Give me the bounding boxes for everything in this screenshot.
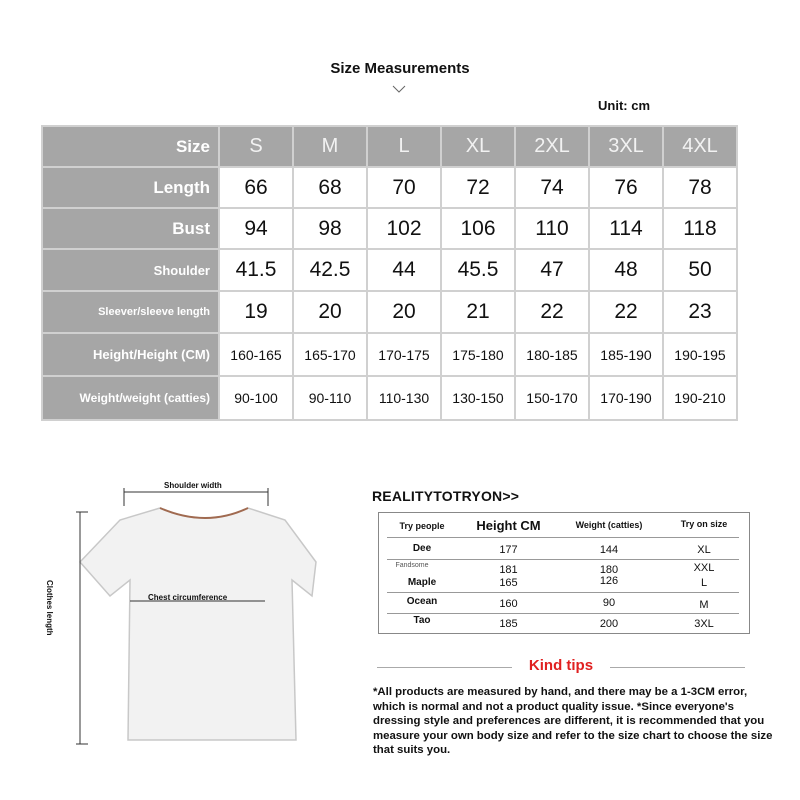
size-col-m: M — [293, 126, 367, 167]
tryon-weight: 144 — [599, 544, 619, 556]
tryon-table — [378, 512, 750, 634]
tryon-header: Weight (catties) — [575, 520, 643, 530]
kind-tips-title: Kind tips — [528, 657, 594, 674]
tryon-header: Try on size — [680, 519, 728, 529]
table-cell: 22 — [589, 291, 663, 333]
table-row — [42, 333, 737, 376]
table-cell: 21 — [441, 291, 515, 333]
table-row — [42, 291, 737, 333]
table-cell: 70 — [367, 167, 441, 208]
table-cell: 23 — [663, 291, 737, 333]
divider — [387, 537, 739, 538]
table-cell: 102 — [367, 208, 441, 249]
row-label: Shoulder — [42, 249, 219, 291]
table-cell: 47 — [515, 249, 589, 291]
tryon-name: Dee — [412, 543, 432, 554]
tryon-name: Ocean — [406, 596, 438, 607]
tryon-weight: 126 — [599, 575, 619, 587]
row-label: Bust — [42, 208, 219, 249]
tryon-size: L — [700, 577, 708, 589]
size-header-label: Size — [42, 126, 219, 167]
row-label: Sleever/sleeve length — [42, 291, 219, 333]
size-col-3xl: 3XL — [589, 126, 663, 167]
divider — [377, 667, 512, 668]
row-label: Height/Height (CM) — [42, 333, 219, 376]
clothes-length-label: Clothes length — [45, 580, 54, 636]
table-cell: 180-185 — [515, 333, 589, 376]
unit-label: Unit: cm — [598, 98, 650, 113]
table-cell: 66 — [219, 167, 293, 208]
tryon-size: M — [699, 599, 709, 611]
table-cell: 50 — [663, 249, 737, 291]
tryon-weight: 200 — [599, 618, 619, 630]
table-cell: 185-190 — [589, 333, 663, 376]
table-cell: 110 — [515, 208, 589, 249]
table-cell: 118 — [663, 208, 737, 249]
table-cell: 150-170 — [515, 376, 589, 420]
table-cell: 175-180 — [441, 333, 515, 376]
table-cell: 170-190 — [589, 376, 663, 420]
tryon-height: 185 — [499, 618, 518, 630]
size-col-xl: XL — [441, 126, 515, 167]
size-table — [41, 125, 738, 421]
tryon-weight: 180 — [599, 564, 619, 576]
tryon-size: 3XL — [694, 618, 714, 630]
table-cell: 106 — [441, 208, 515, 249]
chest-label: Chest circumference — [148, 593, 228, 602]
divider — [387, 559, 739, 560]
size-col-4xl: 4XL — [663, 126, 737, 167]
size-col-2xl: 2XL — [515, 126, 589, 167]
table-cell: 165-170 — [293, 333, 367, 376]
table-cell: 76 — [589, 167, 663, 208]
tryon-size: XXL — [693, 562, 715, 574]
table-cell: 72 — [441, 167, 515, 208]
tshirt-icon — [80, 508, 316, 740]
size-col-s: S — [219, 126, 293, 167]
divider — [610, 667, 745, 668]
table-cell: 130-150 — [441, 376, 515, 420]
table-cell: 74 — [515, 167, 589, 208]
tryon-header: Height CM — [476, 518, 541, 533]
shoulder-width-label: Shoulder width — [164, 481, 222, 490]
row-label: Weight/weight (catties) — [42, 376, 219, 420]
table-cell: 41.5 — [219, 249, 293, 291]
tryon-height: 177 — [499, 544, 518, 556]
table-row — [42, 167, 737, 208]
table-cell: 44 — [367, 249, 441, 291]
tryon-name: Fandsome — [395, 562, 429, 569]
table-cell: 98 — [293, 208, 367, 249]
table-cell: 20 — [293, 291, 367, 333]
chevron-down-icon — [392, 84, 406, 94]
table-row — [42, 208, 737, 249]
table-cell: 78 — [663, 167, 737, 208]
divider — [387, 592, 739, 593]
table-cell: 45.5 — [441, 249, 515, 291]
table-row — [42, 249, 737, 291]
table-cell: 190-210 — [663, 376, 737, 420]
table-cell: 114 — [589, 208, 663, 249]
table-cell: 110-130 — [367, 376, 441, 420]
table-cell: 42.5 — [293, 249, 367, 291]
row-label: Length — [42, 167, 219, 208]
table-cell: 48 — [589, 249, 663, 291]
table-cell: 90-110 — [293, 376, 367, 420]
table-cell: 22 — [515, 291, 589, 333]
tryon-weight: 90 — [602, 597, 616, 609]
tryon-height: 165 — [499, 577, 518, 589]
table-cell: 68 — [293, 167, 367, 208]
tryon-name: Tao — [413, 615, 431, 626]
divider — [387, 613, 739, 614]
page-title: Size Measurements — [330, 60, 470, 77]
size-header-row — [42, 126, 737, 167]
table-cell: 90-100 — [219, 376, 293, 420]
tryon-title: REALITYTOTRYON>> — [372, 488, 520, 504]
size-col-l: L — [367, 126, 441, 167]
table-cell: 20 — [367, 291, 441, 333]
table-cell: 170-175 — [367, 333, 441, 376]
tryon-name: Maple — [407, 577, 437, 588]
table-cell: 19 — [219, 291, 293, 333]
tryon-height: 181 — [499, 564, 518, 576]
table-cell: 190-195 — [663, 333, 737, 376]
tshirt-diagram — [60, 470, 340, 760]
table-cell: 94 — [219, 208, 293, 249]
table-cell: 160-165 — [219, 333, 293, 376]
tryon-height: 160 — [499, 598, 518, 610]
tryon-header: Try people — [399, 521, 445, 531]
table-row — [42, 376, 737, 420]
kind-tips-text: *All products are measured by hand, and there may be a 1-3CM error, which is normal and not a product quality issue. *Since everyone's dressing style and preferences are different, it is recommended that you measure your own body size and refer to the size chart to choose the size that suits you. — [373, 686, 773, 756]
tryon-size: XL — [697, 544, 711, 556]
